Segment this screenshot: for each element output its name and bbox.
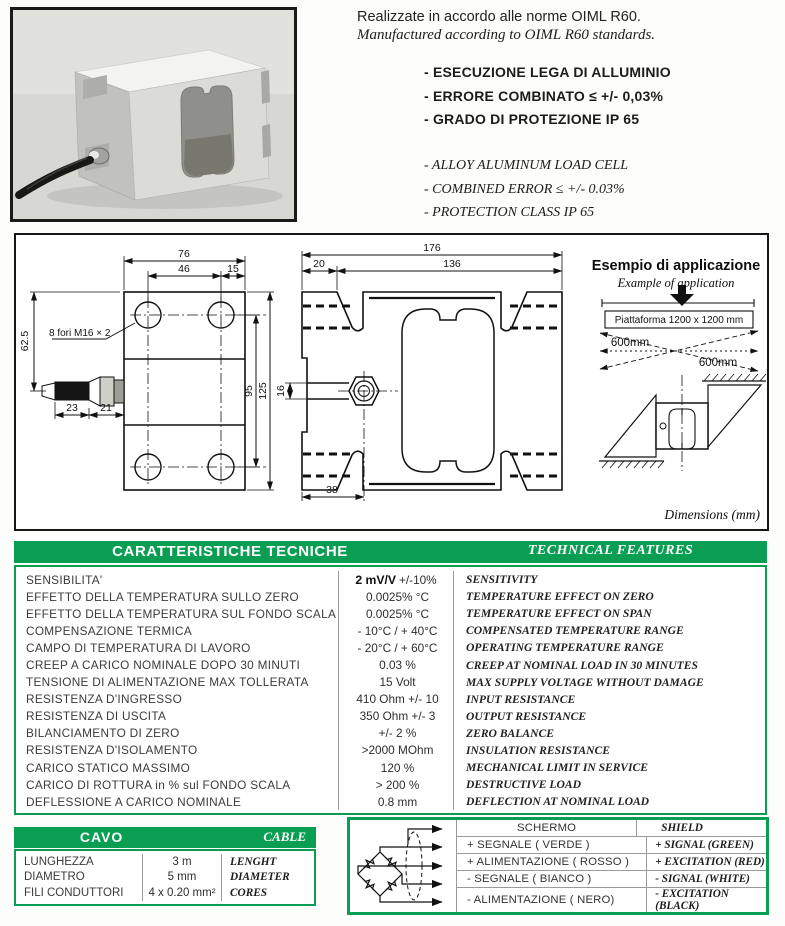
feature-list-en [424,154,628,225]
tech-value-text: - 10°C / + 40°C [357,623,438,638]
tech-table-body [14,565,767,815]
cable-value: 3 m [142,854,222,870]
dim-76: 76 [178,248,190,260]
tech-label-it: BILANCIAMENTO DI ZERO [26,726,180,741]
tech-label-en: TEMPERATURE EFFECT ON SPAN [466,607,652,621]
wiring-label-en: - EXCITATION (BLACK) [646,888,766,912]
tech-row [16,622,765,639]
wiring-row [457,853,766,870]
dim-136: 136 [443,258,461,270]
tech-label-en: DESTRUCTIVE LOAD [466,778,581,792]
cable-table-body [14,849,316,906]
dim-21: 21 [100,402,112,414]
feature-item-en: - PROTECTION CLASS IP 65 [424,205,595,220]
tech-value [338,793,454,810]
product-photo [10,7,297,222]
tech-value-text: +/- 2 % [378,726,417,741]
tech-label-it: RESISTENZA D'ISOLAMENTO [26,743,198,758]
cable-row [16,854,314,870]
side-view [285,251,562,503]
tech-row [16,691,765,708]
dim-600-left: 600mm [610,337,650,349]
cable-value: 5 mm [142,870,222,886]
dim-62-5: 62.5 [19,330,31,352]
wiring-label-it: + SEGNALE ( VERDE ) [467,839,590,851]
wiring-label-en: + SIGNAL (GREEN) [646,837,766,853]
tech-row [16,674,765,691]
tech-value [338,605,454,622]
dim-176: 176 [423,242,441,254]
cable-label-en: DIAMETER [230,871,290,884]
tech-value [338,725,454,742]
wiring-row [457,887,766,912]
tech-label-en: COMPENSATED TEMPERATURE RANGE [466,624,684,638]
holes-label: 8 fori M16 × 2 [49,328,111,339]
bridge-schematic [350,820,456,912]
cable-label-it: FILI CONDUTTORI [24,886,124,899]
cable-row [16,885,314,901]
tech-label-en: ZERO BALANCE [466,726,554,740]
wiring-row [457,870,766,887]
tech-value [338,622,454,639]
wiring-label-it: + ALIMENTAZIONE ( ROSSO ) [467,856,630,868]
tech-label-en: MECHANICAL LIMIT IN SERVICE [466,761,649,775]
wiring-label-it: - SEGNALE ( BIANCO ) [467,873,592,885]
wiring-label-en: - SIGNAL (WHITE) [646,871,766,887]
tech-header-it: CARATTERISTICHE TECNICHE [112,543,348,560]
wiring-label-it: - ALIMENTAZIONE ( NERO) [467,894,615,906]
tech-value [338,759,454,776]
tech-label-en: MAX SUPPLY VOLTAGE WITHOUT DAMAGE [466,675,704,689]
cable-table-header [14,827,316,848]
tech-value-text: 0.03 % [379,658,416,673]
intro-line-it: Realizzate in accordo alle norme OIML R60. [357,9,641,25]
application-example [599,285,766,471]
tech-value [338,656,454,673]
tech-label-it: CARICO DI ROTTURA in % sul FONDO SCALA [26,777,291,792]
drawing-svg [16,235,767,525]
tech-label-en: OPERATING TEMPERATURE RANGE [466,641,664,655]
tech-value-text: 0.8 mm [377,794,418,809]
tech-label-en: TEMPERATURE EFFECT ON ZERO [466,590,654,604]
tech-label-it: SENSIBILITA' [26,572,103,587]
tech-value-strong: 2 mV/V [355,572,396,587]
tech-value-text: 15 Volt [379,675,416,690]
feature-item-en: - COMBINED ERROR ≤ +/- 0.03% [424,181,625,197]
tech-value [338,639,454,656]
tech-value [338,571,454,588]
feature-item-en: - ALLOY ALUMINUM LOAD CELL [424,158,629,173]
tech-value [338,674,454,691]
tech-value [338,742,454,759]
wiring-row [457,836,766,853]
wiring-label-it: SCHERMO [517,822,577,834]
tech-value [338,776,454,793]
tech-label-it: TENSIONE DI ALIMENTAZIONE MAX TOLLERATA [26,675,309,690]
wiring-label-en: + EXCITATION (RED) [646,854,766,870]
intro-block [357,9,777,44]
tech-value-text: 0.0025% °C [365,589,430,604]
tech-label-en: CREEP AT NOMINAL LOAD IN 30 MINUTES [466,658,698,672]
tech-value-text: 410 Ohm +/- 10 [356,692,439,707]
dim-95: 95 [243,385,255,397]
cable-table [14,827,316,906]
cable-label-en: LENGHT [230,855,277,868]
tech-label-it: CREEP A CARICO NOMINALE DOPO 30 MINUTI [26,658,301,673]
cable-header-en: CABLE [263,829,306,844]
tech-row [16,588,765,605]
intro-line-en: Manufactured according to OIML R60 standards. [357,27,656,43]
tech-value-text: > 200 % [375,777,420,792]
tech-label-en: INPUT RESISTANCE [466,692,576,706]
tech-label-en: INSULATION RESISTANCE [466,743,611,757]
tech-value [338,708,454,725]
cable-row [16,870,314,886]
tech-row [16,605,765,622]
dim-600-right: 600mm [698,357,738,369]
tech-value [338,588,454,605]
tech-label-it: RESISTENZA DI USCITA [26,709,167,724]
dim-15: 15 [227,263,239,275]
tech-row [16,742,765,759]
tech-label-it: RESISTENZA D'INGRESSO [26,692,183,707]
front-view [30,256,274,490]
tech-value-text: 350 Ohm +/- 3 [359,709,436,724]
tech-row [16,708,765,725]
wiring-label-en: SHIELD [636,820,766,836]
tech-value-text: >2000 MOhm [361,743,434,758]
tech-value-text: +/-10% [398,572,437,587]
tech-row [16,656,765,673]
tech-label-it: CAMPO DI TEMPERATURA DI LAVORO [26,640,251,655]
tech-label-en: SENSITIVITY [466,573,538,587]
dim-16: 16 [275,385,287,397]
dim-46: 46 [178,263,190,275]
application-title-en: Example of application [617,276,735,290]
cable-header-it: CAVO [79,829,124,845]
application-title-it: Esempio di applicazione [591,258,761,274]
tech-table-header [14,541,767,563]
cable-label-en: CORES [230,886,268,899]
tech-label-it: DEFLESSIONE A CARICO NOMINALE [26,794,242,809]
feature-item-it: - GRADO DI PROTEZIONE IP 65 [424,111,640,127]
technical-drawing [14,233,769,531]
dim-38: 38 [326,484,338,496]
dim-23: 23 [66,402,78,414]
tech-row [16,571,765,588]
wiring-row [457,820,766,836]
tech-label-it: EFFETTO DELLA TEMPERATURA SUL FONDO SCALA [26,606,337,621]
tech-value [338,691,454,708]
tech-value-text: 0.0025% °C [365,606,430,621]
tech-row [16,725,765,742]
wiring-box [347,817,769,915]
feature-item-it: - ESECUZIONE LEGA DI ALLUMINIO [424,64,671,80]
cable-label-it: LUNGHEZZA [24,855,94,868]
tech-table [14,541,767,815]
tech-value-text: 120 % [380,760,415,775]
platform-label: Piattaforma 1200 x 1200 mm [614,315,744,326]
cable-value: 4 x 0.20 mm² [142,885,222,901]
dimensions-note: Dimensions (mm) [664,507,760,522]
tech-label-it: CARICO STATICO MASSIMO [26,760,191,775]
tech-value-text: - 20°C / + 60°C [357,640,438,655]
cable-label-it: DIAMETRO [24,871,85,884]
tech-header-en: TECHNICAL FEATURES [527,543,694,558]
feature-list-it [424,61,671,132]
dim-125: 125 [257,382,269,400]
tech-row [16,793,765,810]
tech-row [16,759,765,776]
tech-row [16,639,765,656]
dim-20: 20 [313,258,325,270]
load-cell-photo [13,10,294,219]
tech-label-it: COMPENSAZIONE TERMICA [26,623,193,638]
wiring-table [456,820,766,912]
tech-row [16,776,765,793]
tech-label-en: OUTPUT RESISTANCE [466,709,587,723]
tech-label-en: DEFLECTION AT NOMINAL LOAD [466,795,650,809]
tech-label-it: EFFETTO DELLA TEMPERATURA SULLO ZERO [26,589,300,604]
feature-item-it: - ERRORE COMBINATO ≤ +/- 0,03% [424,87,664,104]
